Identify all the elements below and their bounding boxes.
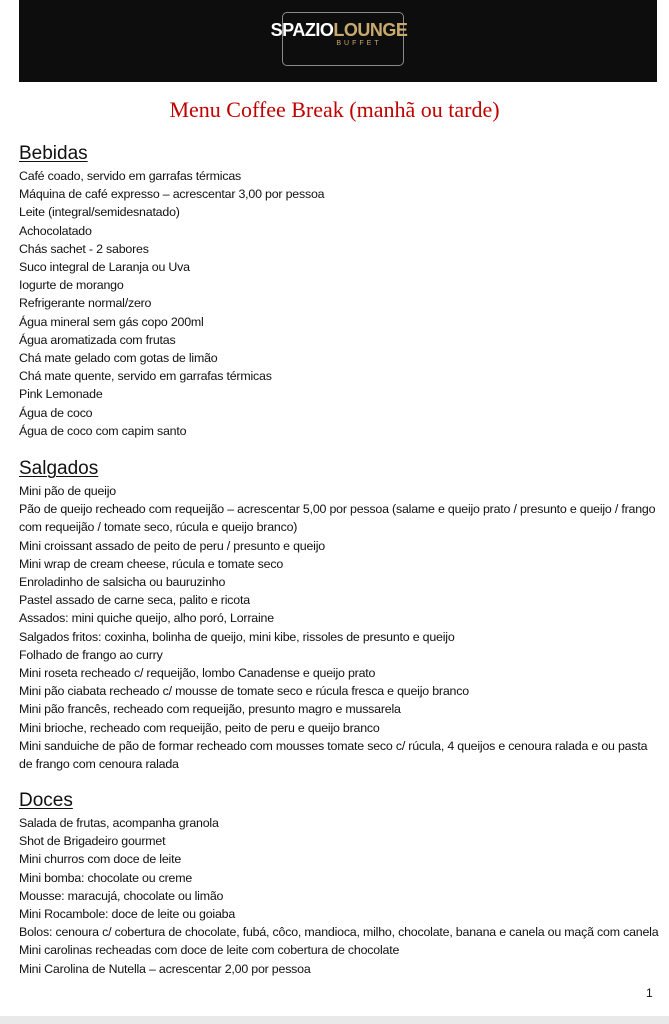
list-item: Mini bomba: chocolate ou creme [19,870,193,885]
page-gap [0,1016,669,1024]
list-item: Leite (integral/semidesnatado) [19,205,180,220]
list-bebidas [19,167,661,440]
list-item: Shot de Brigadeiro gourmet [19,834,166,849]
list-item: Café coado, servido em garrafas térmicas [19,169,242,183]
list-item: Folhado de frango ao curry [19,647,163,662]
list-item: Chá mate gelado com gotas de limão [19,351,218,366]
section-heading-doces: Doces [19,790,73,811]
list-item: Mini roseta recheado c/ requeijão, lombo Canadense e queijo prato [19,666,376,681]
page-number: 1 [646,986,653,1000]
list-item: Mini pão de queijo [19,484,116,498]
list-item: Mini Carolina de Nutella – acrescentar 2,00 por pessoa [19,961,311,976]
list-item: Chá mate quente, servido em garrafas térmicas [19,369,272,384]
list-item: Enroladinho de salsicha ou bauruzinho [19,575,226,590]
list-doces [19,814,661,978]
menu-title: Menu Coffee Break (manhã ou tarde) [169,97,500,122]
list-item: Chás sachet - 2 sabores [19,241,149,256]
logo-word-lounge: LOUNGE [333,20,408,40]
list-item: Salada de frutas, acompanha granola [19,816,219,830]
list-item: Salgados fritos: coxinha, bolinha de queijo, mini kibe, rissoles de presunto e queijo [19,629,455,644]
list-item: Refrigerante normal/zero [19,296,152,311]
list-item: Achocolatado [19,223,92,238]
section-heading-bebidas: Bebidas [19,143,88,164]
list-item: Mini sanduiche de pão de formar recheado com mousses tomate seco c/ rúcula, 4 queijos e cenoura ralada e ou pasta de frango com cenoura ralada [19,738,648,772]
list-item: Água de coco [19,405,93,420]
logo-word-spazio: SPAZIO [270,20,334,40]
list-item: Pastel assado de carne seca, palito e ricota [19,593,250,608]
list-item: Mini carolinas recheadas com doce de leite com cobertura de chocolate [19,943,400,958]
list-item: Mini croissant assado de peito de peru / presunto e queijo [19,538,325,553]
brand-logo [259,20,419,40]
list-item: Suco integral de Laranja ou Uva [19,260,190,275]
list-item: Mini pão francês, recheado com requeijão, presunto magro e mussarela [19,702,401,717]
list-item: Mini Rocambole: doce de leite ou goiaba [19,907,236,922]
list-item: Máquina de café expresso – acrescentar 3,00 por pessoa [19,187,325,202]
list-item: Iogurte de morango [19,278,124,293]
logo-subtitle: BUFFET [336,40,382,47]
list-item: Água aromatizada com frutas [19,332,176,347]
list-item: Pink Lemonade [19,387,103,402]
list-item: Água de coco com capim santo [19,423,187,438]
section-heading-salgados: Salgados [19,458,99,479]
list-item: Mini churros com doce de leite [19,852,182,867]
list-item: Bolos: cenoura c/ cobertura de chocolate, fubá, côco, mandioca, milho, chocolate, banana e canela ou maçã com canela [19,925,659,940]
list-item: Pão de queijo recheado com requeijão – acrescentar 5,00 por pessoa (salame e queijo prato / presunto e queijo / frango com requeijão / tomate seco, rúcula e queijo branco) [19,502,656,535]
list-item: Mini wrap de cream cheese, rúcula e tomate seco [19,556,284,571]
list-item: Assados: mini quiche queijo, alho poró, Lorraine [19,611,274,626]
list-item: Mini brioche, recheado com requeijão, peito de peru e queijo branco [19,720,380,735]
list-item: Água mineral sem gás copo 200ml [19,314,204,329]
list-item: Mousse: maracujá, chocolate ou limão [19,888,224,903]
list-item: Mini pão ciabata recheado c/ mousse de tomate seco e rúcula fresca e queijo branco [19,684,469,699]
list-salgados [19,482,661,773]
